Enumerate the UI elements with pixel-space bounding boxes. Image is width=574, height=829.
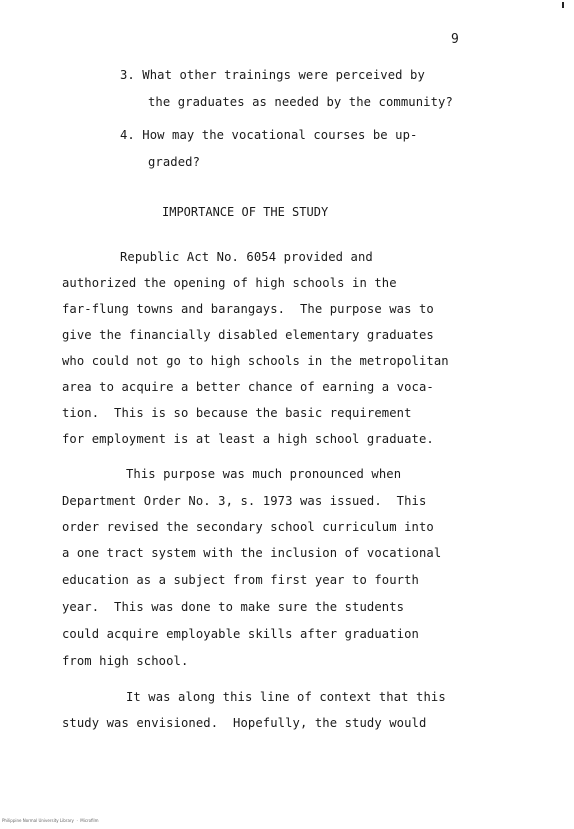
paragraph-2-line-8: from high school.: [62, 654, 189, 668]
paragraph-1-line-5: who could not go to high schools in the metropolitan: [62, 354, 449, 368]
paragraph-2-line-3: order revised the secondary school curriculum into: [62, 520, 434, 534]
question-3-line-2: the graduates as needed by the community?: [148, 95, 453, 109]
question-3-line-1: 3. What other trainings were perceived by: [120, 68, 425, 82]
edge-mark: [562, 2, 564, 8]
paragraph-2-line-7: could acquire employable skills after graduation: [62, 627, 419, 641]
paragraph-1-line-7: tion. This is so because the basic requirement: [62, 406, 412, 420]
paragraph-1-line-2: authorized the opening of high schools in the: [62, 276, 397, 290]
microfilm-footer: Philippine Normal University Library · Microfilm: [2, 818, 99, 823]
paragraph-1-line-8: for employment is at least a high school graduate.: [62, 432, 434, 446]
paragraph-1-line-6: area to acquire a better chance of earning a voca-: [62, 380, 434, 394]
paragraph-3-line-2: study was envisioned. Hopefully, the study would: [62, 716, 427, 730]
paragraph-2-line-6: year. This was done to make sure the students: [62, 600, 405, 614]
page-number: 9: [451, 32, 459, 47]
section-heading: IMPORTANCE OF THE STUDY: [162, 205, 329, 219]
paragraph-1-line-3: far-flung towns and barangays. The purpose was to: [62, 302, 434, 316]
question-4-line-2: graded?: [148, 155, 201, 169]
question-4-line-1: 4. How may the vocational courses be up-: [120, 128, 418, 142]
paragraph-1-line-1: Republic Act No. 6054 provided and: [120, 250, 373, 264]
paragraph-1-line-4: give the financially disabled elementary graduates: [62, 328, 434, 342]
paragraph-2-line-2: Department Order No. 3, s. 1973 was issued. This: [62, 494, 427, 508]
paragraph-2-line-4: a one tract system with the inclusion of vocational: [62, 546, 442, 560]
paragraph-3-line-1: It was along this line of context that this: [126, 690, 446, 704]
paragraph-2-line-1: This purpose was much pronounced when: [126, 467, 402, 481]
paragraph-2-line-5: education as a subject from first year to fourth: [62, 573, 419, 587]
